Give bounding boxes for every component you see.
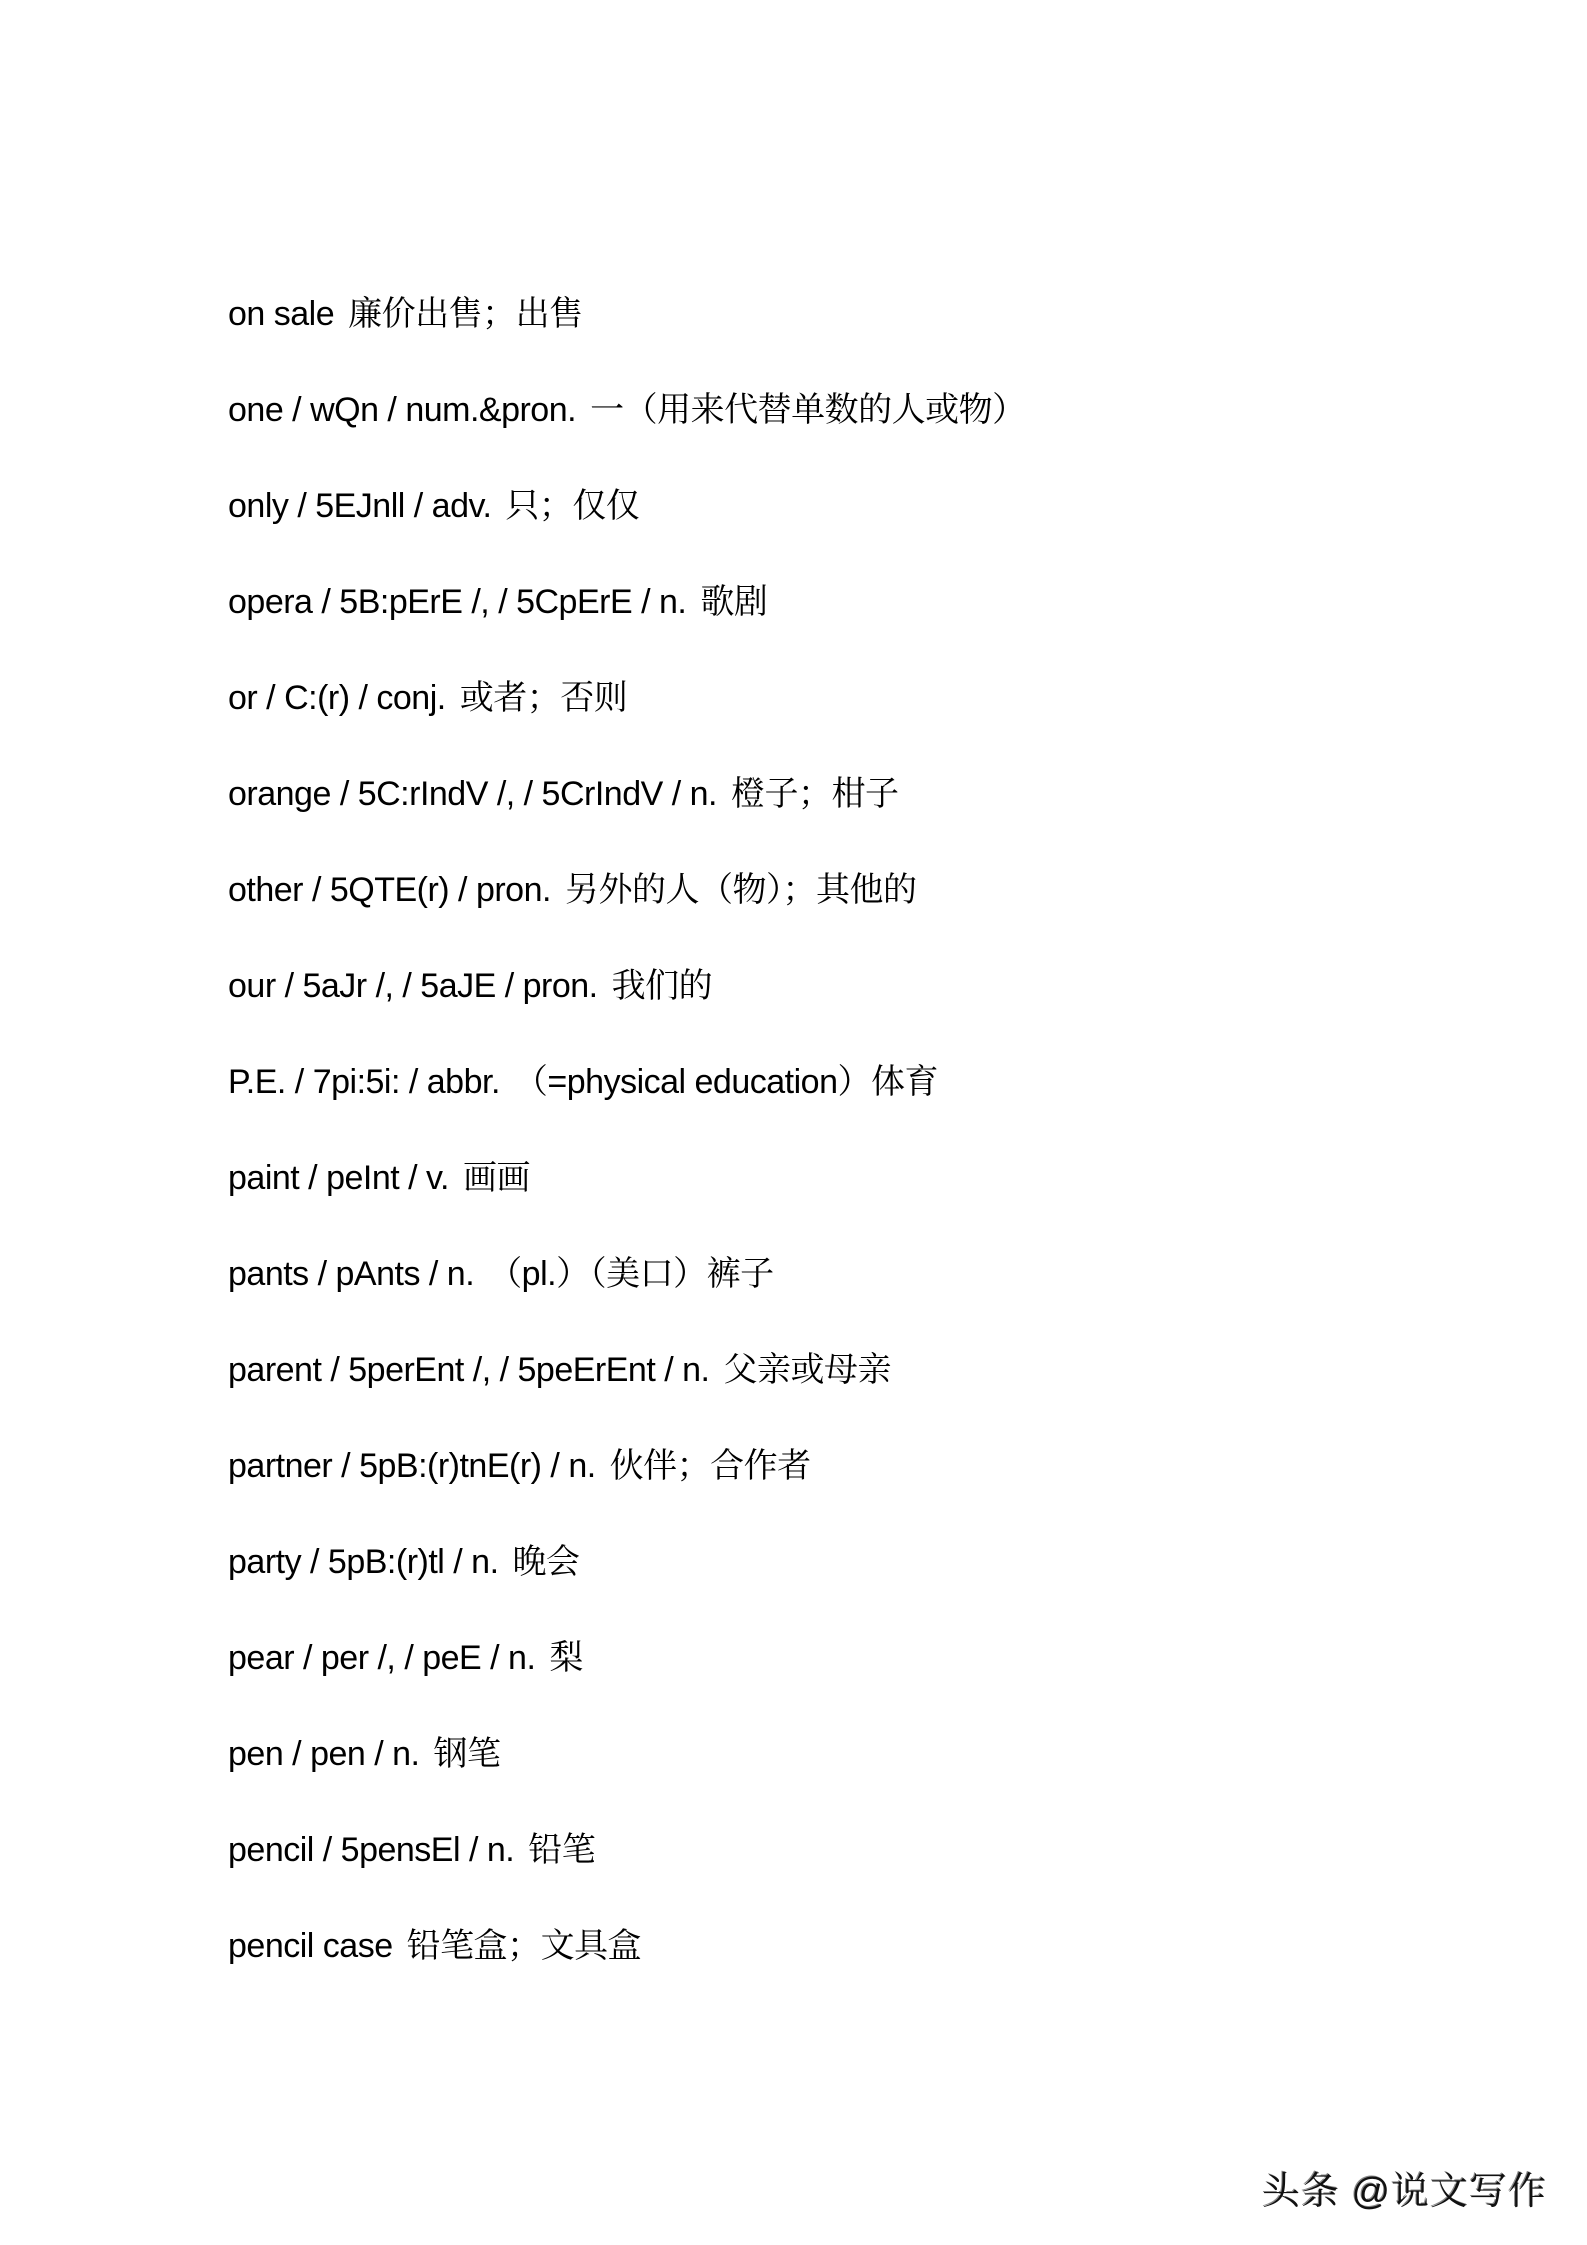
- entry-chinese: 钢笔: [433, 1735, 501, 1773]
- entry-chinese: 伙伴；合作者: [609, 1447, 811, 1485]
- entry-english: pen / pen / n.: [228, 1735, 420, 1773]
- entry-english: partner / 5pB:(r)tnE(r) / n.: [228, 1447, 596, 1485]
- vocab-entry: [228, 870, 916, 910]
- entry-english: party / 5pB:(r)tl / n.: [228, 1543, 499, 1581]
- vocab-entry: [228, 1158, 530, 1198]
- entry-english: one / wQn / num.&pron.: [228, 391, 577, 429]
- entry-chinese: （pl.）（美口）裤子: [488, 1255, 774, 1293]
- vocab-entry: [228, 1446, 811, 1486]
- vocab-entry: [228, 1638, 583, 1678]
- vocab-entry: [228, 294, 583, 334]
- vocab-entry: [228, 1350, 891, 1390]
- entry-chinese: 或者；否则: [459, 679, 628, 717]
- vocab-entry: [228, 1542, 580, 1582]
- entry-english: or / C:(r) / conj.: [228, 679, 446, 717]
- entry-chinese: 一（用来代替单数的人或物）: [590, 391, 1026, 429]
- vocab-entry: [228, 966, 712, 1006]
- watermark: 头条 @说文写作: [1262, 2171, 1548, 2213]
- vocab-entry: [228, 390, 1026, 430]
- entry-english: only / 5EJnll / adv.: [228, 487, 492, 525]
- entry-chinese: （=physical education）体育: [513, 1063, 938, 1101]
- entry-english: other / 5QTE(r) / pron.: [228, 871, 551, 909]
- entry-english: pencil / 5pensEl / n.: [228, 1831, 515, 1869]
- entry-english: paint / peInt / v.: [228, 1159, 449, 1197]
- entry-chinese: 橙子；柑子: [730, 775, 899, 813]
- entry-chinese: 歌剧: [700, 583, 768, 621]
- entry-english: pencil case: [228, 1927, 393, 1965]
- entry-chinese: 廉价出售；出售: [348, 295, 583, 333]
- vocab-entry: [228, 678, 627, 718]
- vocab-entry: [228, 1926, 641, 1966]
- entry-chinese: 梨: [549, 1639, 583, 1677]
- entry-chinese: 画画: [462, 1159, 530, 1197]
- vocab-entry: [228, 1830, 595, 1870]
- entry-english: our / 5aJr /, / 5aJE / pron.: [228, 967, 598, 1005]
- vocab-entry: [228, 774, 898, 814]
- entry-chinese: 铅笔: [528, 1831, 596, 1869]
- entry-english: P.E. / 7pi:5i: / abbr.: [228, 1063, 500, 1101]
- entry-english: opera / 5B:pErE /, / 5CpErE / n.: [228, 583, 687, 621]
- entry-chinese: 晚会: [512, 1543, 580, 1581]
- vocab-entry: [228, 582, 767, 622]
- entry-english: on sale: [228, 295, 335, 333]
- entry-english: pants / pAnts / n.: [228, 1255, 475, 1293]
- entry-english: pear / per /, / peE / n.: [228, 1639, 536, 1677]
- entry-english: orange / 5C:rIndV /, / 5CrIndV / n.: [228, 775, 717, 813]
- entry-chinese: 只；仅仅: [505, 487, 640, 525]
- entry-english: parent / 5perEnt /, / 5peErEnt / n.: [228, 1351, 710, 1389]
- vocab-entry: [228, 486, 639, 526]
- entry-chinese: 另外的人（物）；其他的: [564, 871, 917, 909]
- entry-chinese: 父亲或母亲: [723, 1351, 891, 1389]
- entry-chinese: 铅笔盒；文具盒: [406, 1927, 642, 1965]
- vocab-entry: [228, 1062, 938, 1102]
- vocab-entry: [228, 1254, 774, 1294]
- vocab-entry: [228, 1734, 501, 1774]
- entry-chinese: 我们的: [611, 967, 713, 1005]
